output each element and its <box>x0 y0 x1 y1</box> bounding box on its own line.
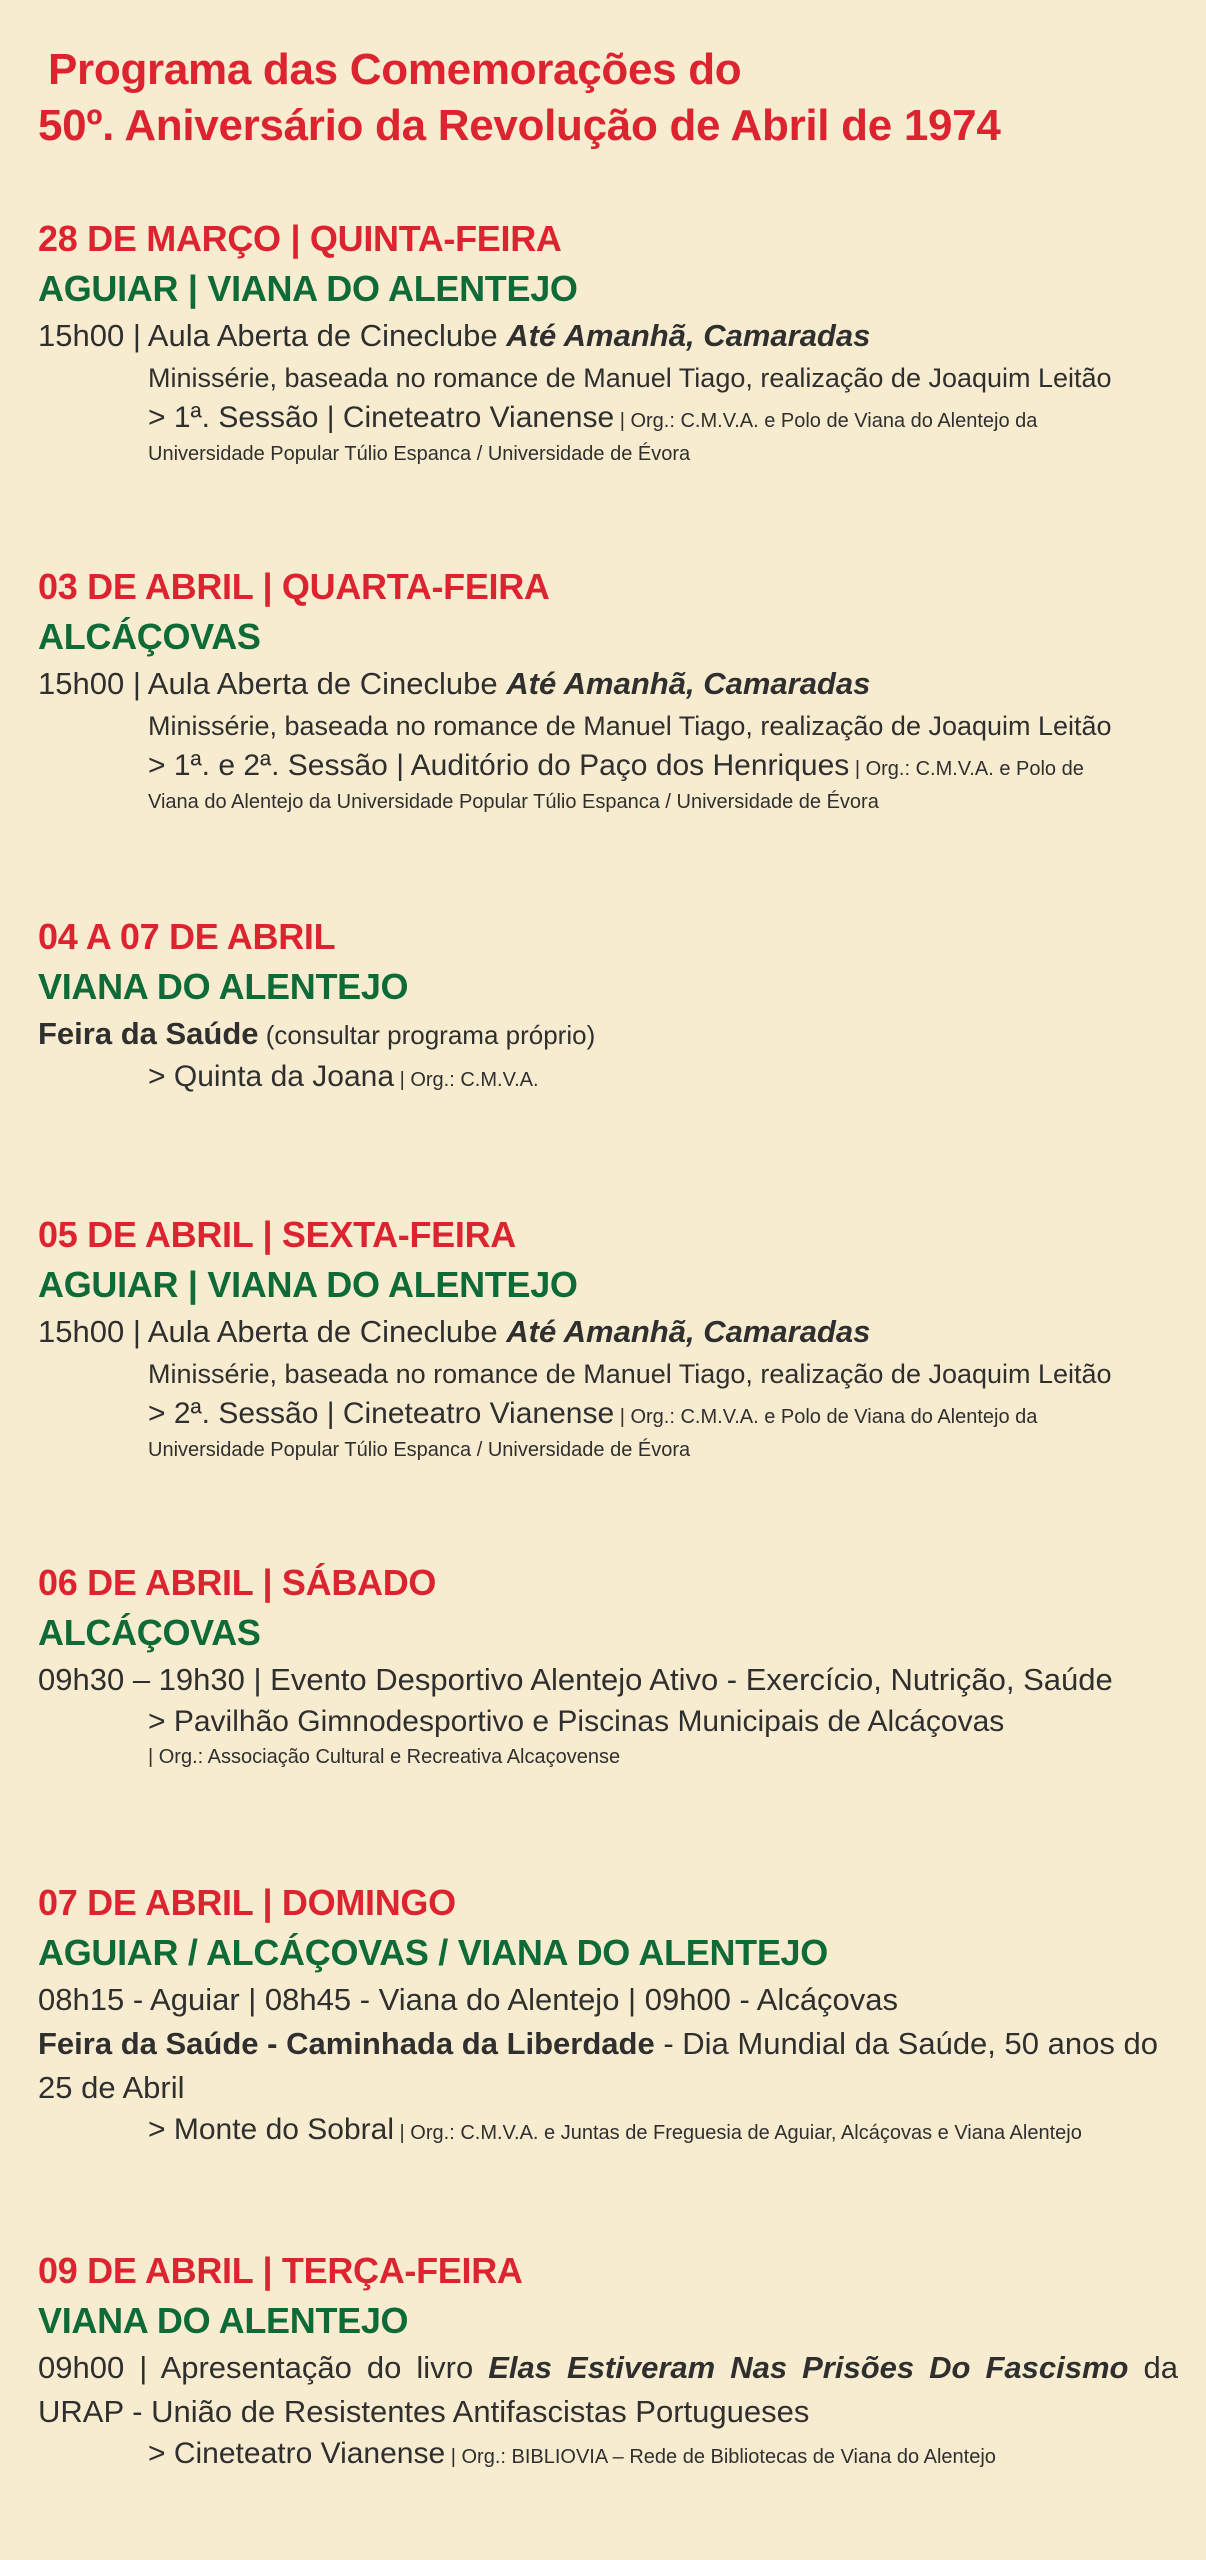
event-organizer: | Org.: C.M.V.A. e Polo de <box>849 758 1084 780</box>
event-venue: > Monte do Sobral <box>148 2113 394 2146</box>
event-organizer-cont: Universidade Popular Túlio Espanca / Universidade de Évora <box>148 1439 691 1461</box>
event-organizer: | Org.: C.M.V.A. e Polo de Viana do Alentejo da <box>614 1406 1038 1428</box>
event-organizer: | Org.: C.M.V.A. e Juntas de Freguesia de Aguiar, Alcáçovas e Viana Alentejo <box>394 2122 1082 2144</box>
event-09-abril <box>38 2246 1178 2475</box>
event-venue-line <box>148 2434 1178 2475</box>
event-place: AGUIAR | VIANA DO ALENTEJO <box>38 268 578 309</box>
event-time: 15h00 | Aula Aberta de Cineclube <box>38 666 507 701</box>
event-main-line <box>38 2346 1178 2434</box>
event-schedule: 08h15 - Aguiar | 08h45 - Viana do Alentejo | 09h00 - Alcáçovas <box>38 1982 899 2017</box>
event-07-abril <box>38 1878 1178 2151</box>
event-date: 06 DE ABRIL | SÁBADO <box>38 1562 437 1603</box>
event-note: (consultar programa próprio) <box>258 1020 596 1050</box>
event-03-abril <box>38 562 1178 817</box>
event-main-line <box>38 1012 1178 1057</box>
event-venue: > Cineteatro Vianense <box>148 2437 446 2470</box>
event-time: 09h00 | Apresentação do livro <box>38 2350 489 2385</box>
title-line-1: Programa das Comemorações do <box>48 45 742 94</box>
film-title: Até Amanhã, Camaradas <box>506 666 871 701</box>
event-venue-line <box>148 1394 1178 1435</box>
event-place: VIANA DO ALENTEJO <box>38 2300 409 2341</box>
event-place: VIANA DO ALENTEJO <box>38 966 409 1007</box>
book-title: Elas Estiveram Nas Prisões Do Fascismo <box>488 2350 1129 2385</box>
event-organizer-cont: Viana do Alentejo da Universidade Popular Túlio Espanca / Universidade de Évora <box>148 791 879 813</box>
event-date: 07 DE ABRIL | DOMINGO <box>38 1882 456 1923</box>
event-description: Minissérie, baseada no romance de Manuel Tiago, realização de Joaquim Leitão <box>148 711 1112 741</box>
event-date: 05 DE ABRIL | SEXTA-FEIRA <box>38 1214 516 1255</box>
event-venue-line <box>148 398 1178 439</box>
event-venue: > 2ª. Sessão | Cineteatro Vianense <box>148 1397 615 1430</box>
event-venue-line <box>148 1057 1178 1098</box>
event-date: 03 DE ABRIL | QUARTA-FEIRA <box>38 566 550 607</box>
event-organizer: | Org.: Associação Cultural e Recreativa Alcaçovense <box>148 1746 621 1768</box>
event-venue: > Pavilhão Gimnodesportivo e Piscinas Municipais de Alcáçovas <box>148 1705 1005 1738</box>
event-venue: > 1ª. Sessão | Cineteatro Vianense <box>148 401 615 434</box>
event-date: 09 DE ABRIL | TERÇA-FEIRA <box>38 2250 523 2291</box>
event-name: Feira da Saúde - Caminhada da Liberdade <box>38 2026 655 2061</box>
event-place: ALCÁÇOVAS <box>38 616 261 657</box>
event-date: 04 A 07 DE ABRIL <box>38 916 336 957</box>
event-organizer: | Org.: C.M.V.A. <box>394 1069 539 1091</box>
event-04-07-abril <box>38 912 1178 1098</box>
film-title: Até Amanhã, Camaradas <box>506 318 871 353</box>
event-organizer-cont: Universidade Popular Túlio Espanca / Universidade de Évora <box>148 443 691 465</box>
event-time-line <box>38 314 1178 358</box>
event-28-marco <box>38 214 1178 469</box>
event-venue: > 1ª. e 2ª. Sessão | Auditório do Paço dos Henriques <box>148 749 850 782</box>
event-time: 15h00 | Aula Aberta de Cineclube <box>38 318 507 353</box>
event-main-line: 09h30 – 19h30 | Evento Desportivo Alentejo Ativo - Exercício, Nutrição, Saúde <box>38 1662 1113 1697</box>
event-place: ALCÁÇOVAS <box>38 1612 261 1653</box>
event-details: - Dia Mundial da Saúde, 50 anos do 25 de Abril <box>38 2026 1158 2105</box>
event-05-abril <box>38 1210 1178 1465</box>
event-06-abril <box>38 1558 1178 1772</box>
event-details: da URAP - União de Resistentes Antifascistas Portugueses <box>38 2350 1178 2429</box>
event-place: AGUIAR | VIANA DO ALENTEJO <box>38 1264 578 1305</box>
event-time-line <box>38 1310 1178 1354</box>
event-name: Feira da Saúde <box>38 1016 259 1051</box>
event-description: Minissérie, baseada no romance de Manuel Tiago, realização de Joaquim Leitão <box>148 363 1112 393</box>
film-title: Até Amanhã, Camaradas <box>506 1314 871 1349</box>
event-description: Minissérie, baseada no romance de Manuel Tiago, realização de Joaquim Leitão <box>148 1359 1112 1389</box>
event-venue-line <box>148 746 1178 787</box>
event-date: 28 DE MARÇO | QUINTA-FEIRA <box>38 218 562 259</box>
event-organizer: | Org.: C.M.V.A. e Polo de Viana do Alentejo da <box>614 410 1038 432</box>
event-organizer: | Org.: BIBLIOVIA – Rede de Bibliotecas de Viana do Alentejo <box>445 2446 996 2468</box>
event-venue-line <box>148 2110 1178 2151</box>
program-title <box>38 42 1001 154</box>
event-main-line <box>38 2022 1178 2110</box>
event-place: AGUIAR / ALCÁÇOVAS / VIANA DO ALENTEJO <box>38 1932 828 1973</box>
title-line-2: 50º. Aniversário da Revolução de Abril de 1974 <box>38 101 1001 150</box>
event-time: 15h00 | Aula Aberta de Cineclube <box>38 1314 507 1349</box>
event-venue: > Quinta da Joana <box>148 1060 395 1093</box>
event-time-line <box>38 662 1178 706</box>
